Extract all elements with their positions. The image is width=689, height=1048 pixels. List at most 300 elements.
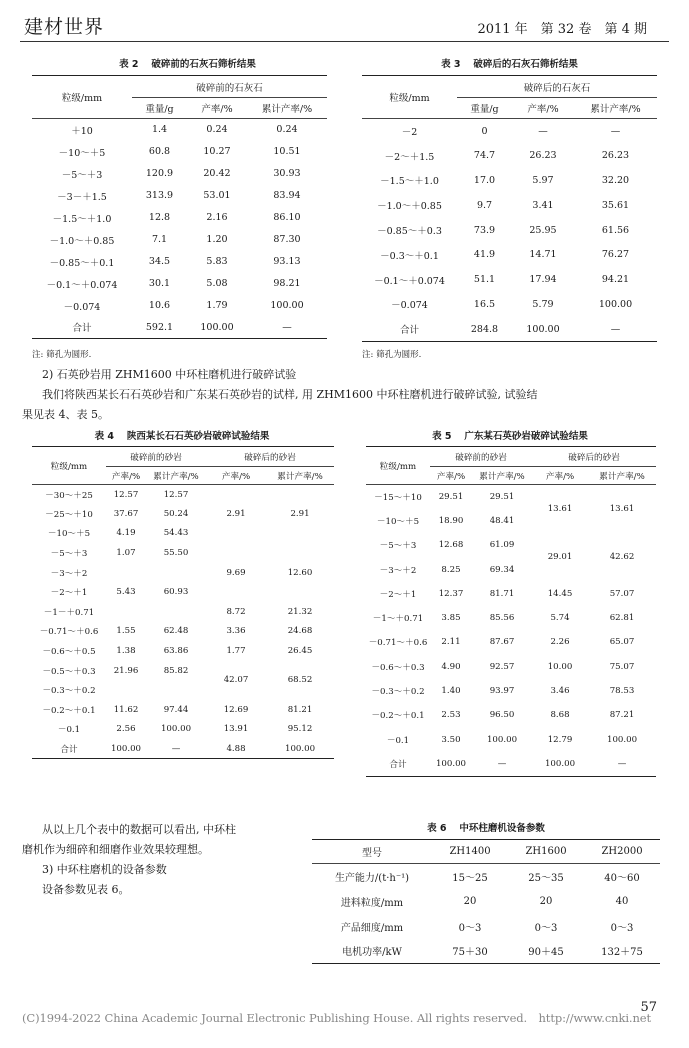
table4-cell: －0.2～＋0.1: [42, 705, 96, 716]
table3-cell: 5.79: [532, 298, 554, 310]
table4-cell: －10～＋5: [47, 529, 91, 540]
page-number: 57: [640, 1000, 657, 1015]
table4-after-cumulative-cell: 81.21: [287, 704, 313, 715]
table2-cell: 93.13: [273, 256, 301, 267]
table4-cell: 11.62: [113, 704, 139, 715]
table5-size-header: 粒级/mm: [366, 447, 430, 485]
table4-row: [32, 661, 334, 681]
table2-cell: －10～＋5: [58, 147, 106, 159]
table5-cell: 48.41: [489, 515, 515, 526]
table4-cell: 85.82: [163, 665, 189, 676]
table3-row: [362, 193, 657, 218]
table2-cell: 0.24: [276, 124, 298, 136]
table4-after-cumulative-cell: 24.68: [287, 626, 313, 637]
table3-cell: —: [538, 125, 548, 137]
table5-cell: －0.3～＋0.2: [371, 687, 425, 698]
table5-before-header: 破碎前的砂岩: [430, 447, 532, 467]
table5-cell: 93.97: [489, 686, 515, 697]
table5-row: [366, 485, 656, 509]
table2-cell: 83.94: [273, 190, 301, 201]
table5-row: [366, 582, 656, 606]
table5-after-cumulative-cell: 87.21: [609, 710, 635, 721]
table4-cell: 12.57: [113, 489, 139, 500]
table3-cell: 5.97: [532, 174, 554, 186]
table4-cell: 50.24: [163, 508, 189, 519]
body-paragraph-line: 果见表 4、表 5。: [22, 408, 109, 421]
table4-cell: [106, 680, 146, 700]
table2: [32, 75, 327, 339]
table2-row: [32, 185, 327, 207]
table6-cell: 20: [539, 895, 553, 907]
table3-col-header: 产率/%: [512, 98, 574, 119]
table2-cell: －1.0～＋0.85: [49, 235, 115, 247]
table3-row: [362, 292, 657, 317]
table3-cell: —: [574, 317, 657, 342]
table2-row: [32, 295, 327, 317]
table3-cell: －0.074: [391, 300, 428, 312]
table2-row: [32, 207, 327, 229]
table5-after-cumulative-cell: 13.61: [609, 504, 635, 515]
table6-cell: 40～60: [604, 872, 640, 884]
table5-after-cumulative-cell: 57.07: [609, 588, 635, 599]
table4-row: [32, 543, 334, 563]
table4-after-yield-cell: 1.77: [226, 646, 246, 657]
table6-header-zh1600: ZH1600: [508, 840, 584, 864]
table3-cell: 76.27: [601, 249, 630, 261]
table5-row: [366, 533, 656, 557]
table4-after-cumulative-cell: 68.52: [287, 675, 313, 686]
table4-cell: 12.57: [163, 489, 189, 500]
table3-cell: 100.00: [512, 317, 574, 342]
table5-after-yield-cell: 3.46: [550, 686, 570, 697]
table4-row: [32, 720, 334, 740]
table5-cell: 2.11: [441, 637, 461, 648]
table5-cell: －0.71～＋0.6: [368, 638, 428, 649]
table5-after-cumulative-cell: 78.53: [609, 686, 635, 697]
table4-after-cumulative-cell: 95.12: [287, 724, 313, 735]
table5-cell: 96.50: [489, 710, 515, 721]
table3-cell: 17.0: [473, 174, 496, 186]
table5-row: [366, 703, 656, 727]
table3-cell: 14.71: [529, 249, 557, 261]
table2-cell: ＋10: [71, 125, 93, 137]
table4-row: [32, 700, 334, 720]
table4-after-yield-cell: 8.72: [226, 606, 246, 617]
table5-cell: 29.51: [489, 491, 515, 502]
table4-cell: 55.50: [163, 548, 189, 559]
table4-cell: 62.48: [163, 626, 189, 637]
table2-cell: －1.5～＋1.0: [52, 213, 112, 225]
table4-cell: －5～＋3: [50, 549, 88, 560]
header-divider: [20, 41, 669, 42]
table5-after-cumulative-cell: —: [588, 752, 656, 776]
table3-cell: 61.56: [601, 224, 630, 236]
table5-after-cumulative-cell: 75.07: [609, 661, 635, 672]
table2-cell: 30.93: [273, 168, 301, 179]
table4-cell: －2～＋1: [50, 588, 88, 599]
table4-cell: 54.43: [163, 528, 189, 539]
table3-cell: 284.8: [457, 317, 512, 342]
table6-cell: 0～3: [534, 922, 558, 934]
body-paragraph-line: 设备参数见表 6。: [42, 883, 130, 896]
table4-cell: －3～＋2: [50, 568, 88, 579]
table4-after-yield-cell: 12.69: [223, 704, 249, 715]
table2-row: [32, 119, 327, 141]
table4-cell: －30～＋25: [45, 490, 93, 501]
table5-cell: －3～＋2: [379, 565, 417, 576]
table4-cell: －0.1: [57, 725, 81, 736]
copyright-footer: (C)1994-2022 China Academic Journal Electronic Publishing House. All rights reserved. http://www.cnki.net: [22, 1011, 652, 1025]
table5-cell: 4.90: [441, 661, 461, 672]
table4-col-header: 累计产率/%: [146, 467, 206, 485]
table2-cell: 100.00: [270, 300, 304, 311]
table5-cell: －0.2～＋0.1: [371, 711, 425, 722]
table3-cell: 51.1: [473, 274, 496, 286]
table2-cell: 10.51: [273, 146, 301, 157]
table4: [32, 446, 334, 759]
table5-col-header: 累计产率/%: [588, 467, 656, 485]
table5-cell: 18.90: [438, 515, 464, 526]
table2-cell: 10.27: [203, 146, 231, 157]
table6-cell: 75＋30: [432, 939, 508, 964]
table4-cell: [146, 602, 206, 622]
table5-cell: 87.67: [489, 637, 515, 648]
table5-row: [366, 727, 656, 751]
section-heading-2: 2) 石英砂岩用 ZHM1600 中环柱磨机进行破碎试验: [42, 368, 297, 381]
table5-cell: －0.1: [386, 735, 410, 746]
table6-header-model: 型号: [312, 840, 432, 864]
table3-row: [362, 143, 657, 168]
table3-cell: 16.5: [473, 298, 496, 310]
table4-cell: －0.71～＋0.6: [39, 627, 99, 638]
table3-row: [362, 242, 657, 267]
table4-cell: 97.44: [163, 704, 189, 715]
table2-cell: 5.83: [206, 256, 228, 267]
table4-cell: 1.55: [116, 626, 136, 637]
table6-cell: 电机功率/kW: [312, 939, 432, 964]
table4-after-yield-cell: 42.07: [223, 675, 249, 686]
table6-cell: 20: [463, 895, 477, 907]
table5-after-yield-cell: 12.79: [547, 734, 573, 745]
table4-cell: 合计: [32, 739, 106, 759]
table5-cell: 69.34: [489, 564, 515, 575]
table4-after-cumulative-cell: 21.32: [287, 606, 313, 617]
table5-cell: －2～＋1: [379, 589, 417, 600]
table5-cell: —: [472, 752, 532, 776]
table3-cell: 32.20: [601, 174, 630, 186]
table5-row: [366, 679, 656, 703]
table3-cell: 9.7: [476, 199, 493, 211]
section-heading-3: 3) 中环柱磨机的设备参数: [42, 863, 167, 876]
table5-after-yield-cell: 8.68: [550, 710, 570, 721]
table4-after-yield-cell: 2.91: [226, 509, 246, 520]
table3-cell: —: [610, 125, 621, 137]
table2-cell: 10.6: [148, 300, 171, 311]
table2-cell: 1.20: [206, 234, 228, 245]
table6: [312, 839, 660, 964]
table3-cell: 17.94: [529, 274, 557, 286]
table5-cell: 29.51: [438, 491, 464, 502]
table2-row: [32, 273, 327, 295]
table3-group-header: 破碎后的石灰石: [457, 76, 657, 98]
table4-cell: －0.6～＋0.5: [42, 647, 96, 658]
table4-row: [32, 739, 334, 759]
table3-size-header: 粒级/mm: [362, 76, 457, 119]
table3-cell: 100.00: [598, 298, 633, 310]
table3-cell: －2～＋1.5: [384, 151, 435, 163]
table4-col-header: 累计产率/%: [266, 467, 334, 485]
table2-cell: 20.42: [203, 168, 231, 179]
table2-cell: 60.8: [148, 146, 171, 157]
table3: [362, 75, 657, 342]
table3-cell: 73.9: [473, 224, 496, 236]
table5-cell: 8.25: [441, 564, 461, 575]
table2-cell: 1.4: [151, 124, 168, 136]
table3-cell: 26.23: [529, 150, 557, 162]
table3-cell: 合计: [362, 317, 457, 342]
table3-col-header: 累计产率/%: [574, 98, 657, 119]
table3-cell: －1.5～＋1.0: [380, 176, 439, 188]
table5-cell: 12.68: [438, 540, 464, 551]
table2-cell: 86.10: [273, 212, 301, 223]
table4-before-header: 破碎前的砂岩: [106, 447, 206, 467]
table3-cell: 94.21: [601, 274, 630, 286]
table4-caption: 表 4 陕西某长石石英砂岩破碎试验结果: [94, 431, 270, 442]
table2-row: [32, 229, 327, 251]
table2-cell: 34.5: [148, 256, 171, 267]
table3-cell: －0.85～＋0.3: [377, 226, 442, 238]
table6-row: [312, 864, 660, 889]
table4-cell: [146, 563, 206, 583]
table2-col-header: 累计产率/%: [247, 98, 327, 119]
table4-cell: －0.5～＋0.3: [42, 666, 96, 677]
table5-cell: －5～＋3: [379, 541, 417, 552]
table2-cell: 2.16: [206, 212, 228, 223]
table5-after-cumulative-cell: 100.00: [606, 734, 638, 745]
table5-after-cumulative-cell: 42.62: [609, 552, 635, 563]
table5-after-yield-cell: 2.26: [550, 637, 570, 648]
table2-cell: 100.00: [187, 317, 247, 339]
table5-col-header: 产率/%: [430, 467, 472, 485]
table4-cell: 4.19: [116, 528, 136, 539]
table2-cell: －0.074: [63, 301, 101, 313]
body-paragraph-line: 我们将陕西某长石石英砂岩和广东某石英砂岩的试样, 用 ZHM1600 中环柱磨机进行破碎试验, 试验结: [42, 388, 538, 401]
table2-row: [32, 141, 327, 163]
table2-row: [32, 251, 327, 273]
table3-cell: －0.3～＋0.1: [380, 250, 439, 262]
table2-row: [32, 163, 327, 185]
table4-cell: 60.93: [163, 587, 189, 598]
table6-cell: 15～25: [452, 872, 488, 884]
table4-cell: 21.96: [113, 665, 139, 676]
table4-cell: 1.07: [116, 548, 136, 559]
table5-after-yield-cell: 100.00: [532, 752, 588, 776]
table3-row: [362, 119, 657, 144]
table4-cell: －1－＋0.71: [43, 607, 95, 618]
table3-cell: 3.41: [532, 199, 554, 211]
table3-row: [362, 218, 657, 243]
table5-after-yield-cell: 10.00: [547, 661, 573, 672]
table5-cell: －0.6～＋0.3: [371, 662, 425, 673]
table5-cell: 3.85: [441, 613, 461, 624]
table6-row: [312, 889, 660, 914]
table4-cell: 100.00: [160, 724, 192, 735]
table4-row: [32, 602, 334, 622]
table2-cell: －3－＋1.5: [57, 191, 107, 203]
table5-after-header: 破碎后的砂岩: [532, 447, 656, 467]
table4-cell: [106, 563, 146, 583]
table6-cell: 产品细度/mm: [340, 922, 404, 934]
table6-header-zh2000: ZH2000: [584, 840, 660, 864]
body-paragraph-line: 磨机作为细碎和细磨作业效果较理想。: [22, 843, 209, 856]
issue-info: 2011 年 第 32 卷 第 4 期: [477, 22, 647, 37]
table5-col-header: 累计产率/%: [472, 467, 532, 485]
table2-note: 注: 筛孔为圆形.: [32, 350, 92, 360]
table6-cell: 0～3: [610, 922, 634, 934]
table6-cell: 生产能力/(t·h⁻¹): [334, 872, 410, 884]
table3-row: [362, 317, 657, 342]
table2-cell: －0.85～＋0.1: [49, 257, 115, 269]
body-paragraph-line: 从以上几个表中的数据可以看出, 中环柱: [42, 823, 236, 836]
table4-cell: 1.38: [116, 646, 136, 657]
table5-after-yield-cell: 29.01: [547, 552, 573, 563]
table5-cell: －1～＋0.71: [372, 614, 424, 625]
table3-cell: 26.23: [601, 150, 630, 162]
table4-col-header: 产率/%: [106, 467, 146, 485]
table2-row: [32, 317, 327, 339]
table5-row: [366, 630, 656, 654]
table5-cell: 12.37: [438, 588, 464, 599]
table3-col-header: 重量/g: [457, 98, 512, 119]
table2-cell: 313.9: [145, 190, 174, 201]
table5-after-yield-cell: 14.45: [547, 588, 573, 599]
table5-row: [366, 606, 656, 630]
table5-cell: 61.09: [489, 540, 515, 551]
table2-group-header: 破碎前的石灰石: [132, 76, 327, 98]
table4-row: [32, 485, 334, 505]
table4-after-yield-cell: 13.91: [223, 724, 249, 735]
table5-cell: 92.57: [489, 661, 515, 672]
table6-cell: 进料粒度/mm: [340, 897, 404, 909]
table4-after-yield-cell: 9.69: [226, 567, 246, 578]
table4-after-cumulative-cell: 100.00: [266, 739, 334, 759]
table4-cell: [146, 680, 206, 700]
table5-caption: 表 5 广东某石英砂岩破碎试验结果: [432, 431, 588, 442]
table4-cell: 100.00: [106, 739, 146, 759]
table4-col-header: 产率/%: [206, 467, 266, 485]
table2-caption: 表 2 破碎前的石灰石筛析结果: [119, 59, 256, 70]
table3-cell: 25.95: [529, 224, 557, 236]
table5-cell: 81.71: [489, 588, 515, 599]
table2-cell: 合计: [32, 317, 132, 339]
table6-row: [312, 914, 660, 939]
table3-cell: 35.61: [601, 199, 630, 211]
table2-size-header: 粒级/mm: [32, 76, 132, 119]
table2-cell: —: [247, 317, 327, 339]
table3-cell: 41.9: [473, 249, 496, 261]
table5-after-yield-cell: 5.74: [550, 613, 570, 624]
table4-after-yield-cell: 4.88: [206, 739, 266, 759]
table4-after-cumulative-cell: 12.60: [287, 567, 313, 578]
table5-cell: 100.00: [430, 752, 472, 776]
table2-cell: 30.1: [148, 278, 171, 289]
table2-cell: 98.21: [273, 278, 301, 289]
table2-cell: 53.01: [203, 190, 231, 201]
table4-cell: 63.86: [163, 646, 189, 657]
table5-row: [366, 752, 656, 776]
table4-cell: —: [146, 739, 206, 759]
table2-cell: 1.79: [206, 300, 228, 311]
table3-note: 注: 筛孔为圆形.: [362, 350, 422, 360]
table5-cell: 85.56: [489, 613, 515, 624]
table2-cell: 7.1: [151, 234, 168, 245]
table3-row: [362, 168, 657, 193]
table4-size-header: 粒级/mm: [32, 447, 106, 485]
journal-title: 建材世界: [24, 16, 105, 38]
table4-cell: 2.56: [116, 724, 136, 735]
table4-cell: 37.67: [113, 508, 139, 519]
table6-caption: 表 6 中环柱磨机设备参数: [427, 823, 545, 834]
table2-cell: －5～＋3: [61, 169, 103, 181]
table4-cell: [106, 602, 146, 622]
table6-cell: 25～35: [528, 872, 564, 884]
table5-cell: 3.50: [441, 734, 461, 745]
table3-cell: －2: [401, 127, 418, 139]
table2-cell: 12.8: [148, 212, 171, 223]
table6-header-zh1400: ZH1400: [432, 840, 508, 864]
table3-cell: －1.0～＋0.85: [377, 201, 442, 213]
table6-cell: 0～3: [458, 922, 482, 934]
table2-cell: 592.1: [132, 317, 187, 339]
table2-cell: 120.9: [145, 168, 174, 179]
table6-row: [312, 939, 660, 964]
table2-cell: 0.24: [206, 124, 228, 136]
table3-caption: 表 3 破碎后的石灰石筛析结果: [441, 59, 578, 70]
table5-after-yield-cell: 13.61: [547, 504, 573, 515]
table4-after-yield-cell: 3.36: [226, 626, 246, 637]
table2-col-header: 重量/g: [132, 98, 187, 119]
table2-cell: －0.1～＋0.074: [46, 279, 118, 291]
table4-cell: 5.43: [116, 587, 136, 598]
table4-row: [32, 641, 334, 661]
table3-row: [362, 267, 657, 292]
table5-col-header: 产率/%: [532, 467, 588, 485]
table6-cell: 40: [615, 895, 629, 907]
table5-after-cumulative-cell: 65.07: [609, 637, 635, 648]
table5-row: [366, 655, 656, 679]
table4-after-cumulative-cell: 26.45: [287, 646, 313, 657]
table4-after-header: 破碎后的砂岩: [206, 447, 334, 467]
table5-cell: －10～＋5: [376, 516, 420, 527]
table6-cell: 132＋75: [584, 939, 660, 964]
table5-cell: 2.53: [441, 710, 461, 721]
table3-cell: 0: [481, 125, 488, 137]
table2-cell: 5.08: [206, 278, 228, 289]
table4-row: [32, 622, 334, 642]
table3-cell: －0.1～＋0.074: [374, 275, 445, 287]
table4-after-cumulative-cell: 2.91: [290, 509, 310, 520]
table4-cell: －25～＋10: [45, 509, 93, 520]
table4-cell: －0.3～＋0.2: [42, 686, 96, 697]
table5-cell: 合计: [366, 752, 430, 776]
table5: [366, 446, 656, 777]
table3-cell: 74.7: [473, 150, 496, 162]
table6-cell: 90＋45: [508, 939, 584, 964]
table2-col-header: 产率/%: [187, 98, 247, 119]
table5-cell: 1.40: [441, 686, 461, 697]
table2-cell: 87.30: [273, 234, 301, 245]
table5-cell: －15～＋10: [374, 492, 422, 503]
